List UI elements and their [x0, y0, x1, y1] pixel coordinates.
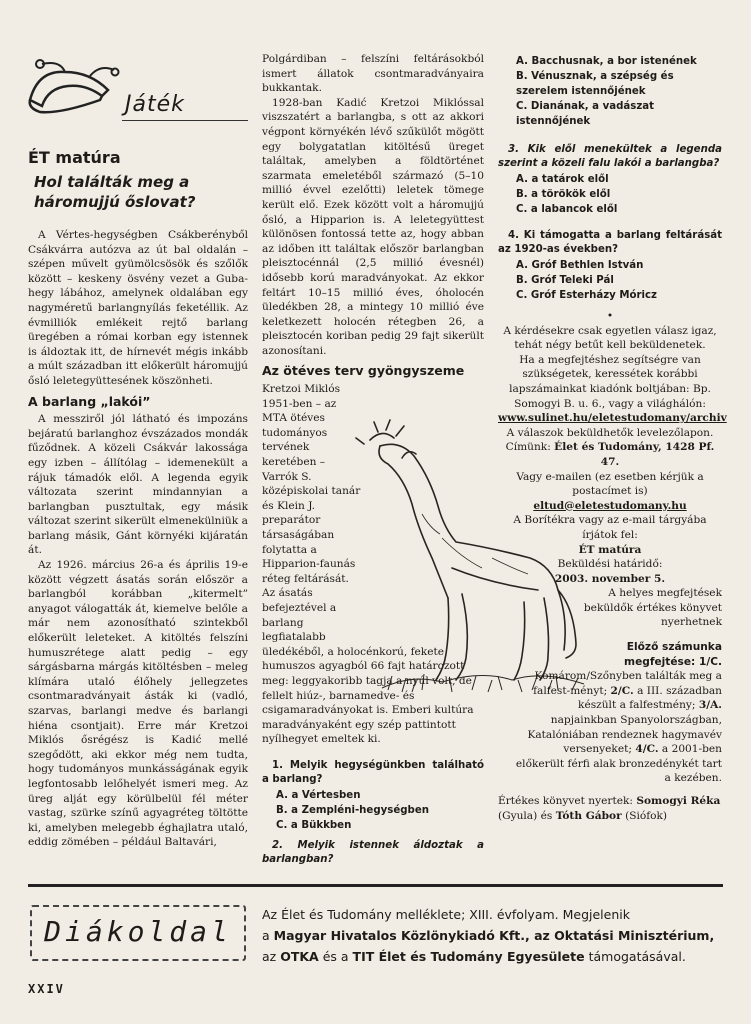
info-p3: A válaszok beküldhetők levelezőlapon. [506, 426, 714, 439]
col2-paragraph-b: 1928-ban Kadić Kretzoi Miklóssal viszszatért a barlangba, s ott az akkori végpont környékén lévő szűkülőt mögött egy bolygatatlan kitöltésű üreget találtak, amelyben a földtörténet szarmata emeletéből származó (5–10 millió évvel ezelőtti) leletek tömege került elő. Ezek között volt a háromujjú ősló, a Hipparion is. A leletegyüttest különösen fontossá tette az, hogy abban az időben itt találtak először barlangban pleisztocénnál (2,5 millió évesnél) idősebb korú maradványokat. Az ekkor feltárt 10–15 millió éves, óholocén üledékben 28, a mintegy 10 millió éve keletkezett holocén rétegben 26, a pleisztocén koriban pedig 29 fajt sikerült azonosítani. [262, 96, 484, 357]
option: A. a Vértesben [276, 789, 361, 801]
prev-label: Előző számunka megfejtése: [624, 641, 722, 668]
colophon-tit: TIT Élet és Tudomány Egyesülete [352, 949, 585, 964]
option: C. Gróf Esterházy Móricz [516, 290, 657, 301]
info-p1: A kérdésekre csak egyetlen válasz igaz, tehát négy betűt kell beküldenetek. [503, 324, 717, 352]
prev-answer-3: 3/A. [698, 699, 722, 712]
question-1: 1. Melyik hegységünkben található a barlang? [262, 759, 484, 785]
winner-1-city: (Gyula) és [498, 809, 553, 822]
colophon-es: és a [322, 949, 349, 964]
colophon-publisher: Magyar Hivatalos Közlönykiadó Kft., az Oktatási Minisztérium, [273, 928, 715, 943]
prev-answer-4: 4/C. [635, 743, 659, 756]
info-p6: Beküldési határidő: [557, 558, 663, 571]
email-link[interactable]: eltud@eletestudomany.hu [533, 499, 687, 512]
prev-answer-1: 1/C. [698, 655, 722, 668]
question-4-options [516, 258, 722, 303]
question-1-options [276, 788, 484, 833]
col2-paragraph-a: Polgárdiban – felszíni feltárásokból ismert állatok csontmaradványaira bukkantak. [262, 53, 484, 95]
lakoi-paragraph-1: A messziről jól látható és impozáns bejáratú barlanghoz évszázados mondák fűződnek. A közeli Csákvár lakossága egy izben – állítólag – idemenekült a rájuk támadók elől. A legenda egyik változata szerint mindannyian a barlangban pusztultak, egy másik változat szerint sikerült elmenekülniük a barlang másik, Gánt környéki kijáratán át. [28, 413, 248, 557]
prev-answer-label [498, 640, 722, 669]
option: A. a tatárok elől [516, 174, 609, 185]
deadline: 2003. november 5. [554, 572, 666, 585]
diakoldal-badge: Diákoldal [30, 905, 246, 961]
option: B. a törökök elől [516, 189, 611, 200]
question-4: 4. Ki támogatta a barlang feltárását az 1920-as években? [498, 230, 722, 255]
address-label: Címünk: [505, 441, 551, 454]
info-p2: Ha a megfejtéshez segítségre van szükségetek, keressétek korábbi lapszámainkat kiadónk boltjában: Bp. Somogyi B. u. 6., vagy a világhálón: [509, 353, 711, 410]
winner-2-city: (Siófok) [625, 809, 668, 822]
option: B. Vénusznak, a szépség és szerelem istennőjének [516, 71, 674, 97]
address: Élet és Tudomány, 1428 Pf. 47. [554, 441, 715, 468]
article-title: ÉT matúra [28, 148, 121, 167]
column-1 [28, 228, 248, 850]
address-line [498, 440, 722, 469]
prev-text-2: a III. században készült a falfestmény; [578, 684, 722, 712]
prev-text-4: a 2001-ben előkerült férfi alak bronzedénykét tart a kezében. [515, 743, 722, 785]
colophon-a: a [262, 928, 270, 943]
column-3 [498, 54, 727, 823]
colophon-line-2 [262, 925, 722, 946]
archive-link[interactable]: www.sulinet.hu/eletestudomany/archiv [498, 412, 727, 425]
prev-text-3: napjainkban Spanyolországban, Katalóniában rendeznek hagymavév versenyeket; [527, 714, 722, 756]
question-3-options [516, 172, 722, 217]
option: C. a Bükkben [276, 819, 352, 831]
otves-paragraph: Kretzoi Miklós 1951-ben – az MTA ötéves tudományos tervének keretében – Varrók S. középiskolai tanár és Klein J. preparátor társaságában folytatta a Hipparion-faunás réteg feltárását. Az ásatás befejeztével a barlang legfiatalabb üledékéből, a holocénkorú, fekete humuszos agyagból 66 fajt határozott meg: leggyakoribb tagja a nyúl volt, de fellelt hiúz-, barnamedve- és csigamaradványokat is. Emberi kultúra maradványaként egy szép pattintott nyílhegyet emeltek ki. [262, 383, 474, 746]
question-2-options [516, 54, 722, 129]
colophon-line-1: Az Élet és Tudomány melléklete; XIII. évfolyam. Megjelenik [262, 907, 630, 922]
divider [122, 120, 248, 121]
option: C. a labancok elől [516, 204, 618, 215]
winner-1: Somogyi Réka [636, 795, 721, 807]
option: A. Bacchusnak, a bor istenének [516, 56, 697, 67]
prev-text-1: Komárom/Szőnyben találták meg a falfest-ményt; [533, 670, 722, 697]
heading-lakoi: A barlang „lakói” [28, 393, 151, 409]
section-title: Játék [125, 92, 185, 117]
footer-colophon [262, 904, 722, 967]
info-p7: A helyes megfejtések beküldők értékes könyvet nyerhetnek [583, 587, 722, 629]
colophon-line-3 [262, 946, 722, 967]
page-number: XXIV [28, 982, 65, 996]
info-p5: A Borítékra vagy az e-mail tárgyába írjátok fel: [513, 514, 707, 541]
bullet: • [606, 310, 614, 322]
colophon-end: támogatásával. [588, 949, 686, 964]
question-3: 3. Kik elől menekültek a legenda szerint a közeli falu lakói a barlangba? [498, 144, 722, 169]
colophon-otka: OTKA [280, 949, 319, 964]
prev-answer-text [498, 669, 722, 786]
option: B. a Zempléni-hegységben [276, 804, 429, 816]
lakoi-paragraph-2: Az 1926. március 26-a és április 19-e között végzett ásatás során először a barlangból korábban „kitermelt” anyagot válogatták át, kiemelve belőle a már nem azonosítható szintekből előkerült leleteket. A kitöltés felszíni humuszrétege alatt pedig – egy sárgásbarna márgás kitöltésben – meleg klímára utaló élőhely jellegzetes csontmaradványait ásták ki (vadló, szarvas, barlangi medve és barlangi hiéna csontjait). Erre már Kretzoi Miklós ősrégész is Kadić mellé szegődött, aki ekkor még nem tudta, hogy tudományos munkásságának egyik legfontosabb lelőhelyét ismeri meg. Az üreg alját egy körülbelül fél méter vastag, szürke színű agyagréteg töltötte ki, amelyben melegebb éghajlatra utaló, eddig zömében – például Baltavári, [28, 559, 248, 849]
jester-hat-icon [20, 50, 120, 122]
article-subtitle: Hol találták meg a háromujjú őslovat? [34, 173, 196, 211]
option: A. Gróf Bethlen István [516, 260, 644, 271]
option: C. Dianának, a vadászat istennőjének [516, 101, 655, 127]
info-p4: Vagy e-mailen (ez esetben kérjük a postacímet is) [516, 470, 704, 498]
option: B. Gróf Teleki Pál [516, 275, 614, 286]
heading-otves: Az ötéves terv gyöngyszeme [262, 363, 465, 379]
intro-paragraph: A Vértes-hegységben Csákberényből Csákvárra autózva az út bal oldalán – szépen művelt gyümölcsösök és szőlők között – keskeny ösvény vezet a Guba-hegy lábához, amelynek oldalában egy nagyméretű barlangnyílás feketéllik. Az évmilliók emlékeit rejtő barlang üregében a római korban egy istennek is áldoztak itt, de hírnevét mégis inkább a múlt században itt előkerült háromujjú ősló leletegyüttesének köszönheti. [28, 229, 248, 387]
prev-answer-2: 2/C. [610, 684, 634, 697]
subject-line: ÉT matúra [578, 543, 642, 556]
winners [498, 794, 722, 823]
footer-divider [28, 884, 723, 887]
colophon-az: az [262, 949, 277, 964]
question-2: 2. Melyik istennek áldoztak a barlangban? [262, 839, 484, 865]
winner-2: Tóth Gábor [555, 809, 622, 822]
winners-label: Értékes könyvet nyertek: [498, 795, 633, 807]
